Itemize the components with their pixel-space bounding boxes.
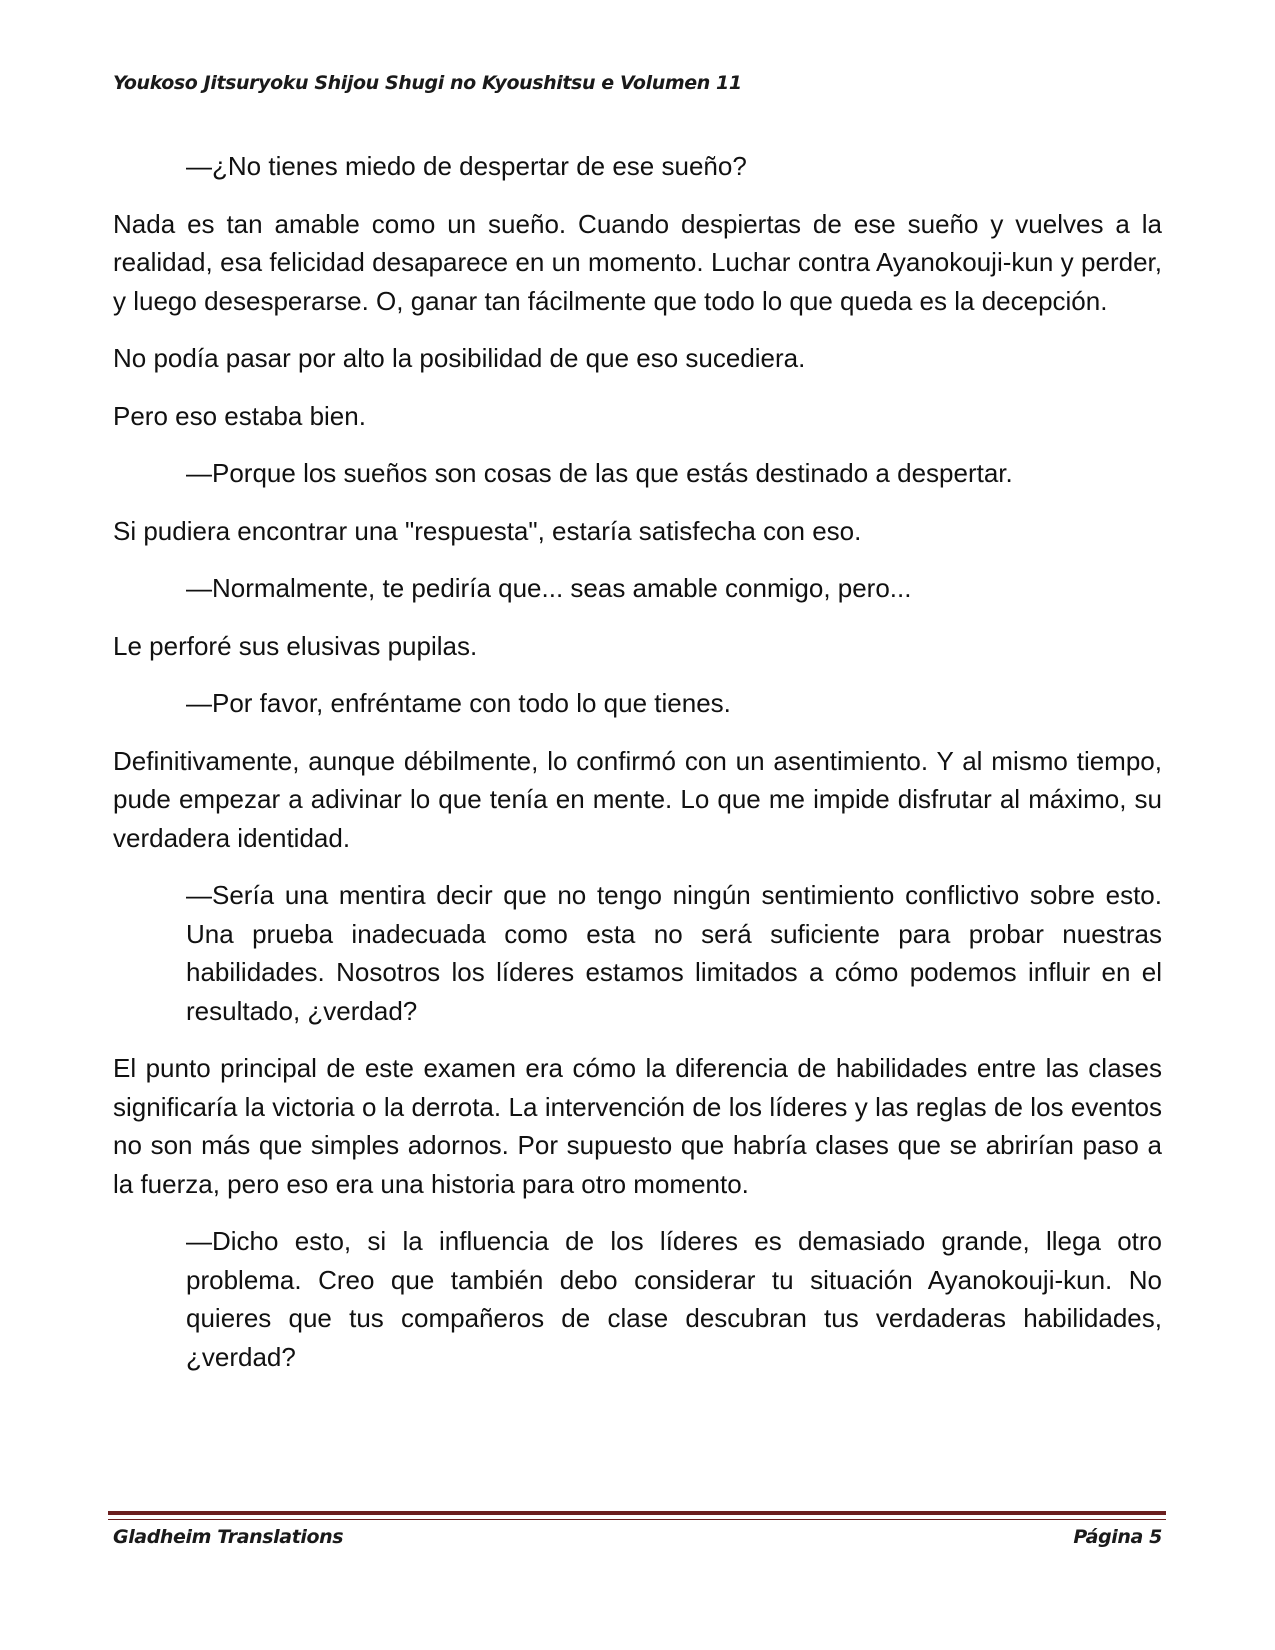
dialogue-paragraph: —Sería una mentira decir que no tengo ningún sentimiento conflictivo sobre esto. Una prueba inadecuada como esta no será suficiente para probar nuestras habilidades. Nosotros los líderes estamos limitados a cómo podemos influir en el resultado, ¿verdad? bbox=[186, 880, 1162, 1026]
dialogue-paragraph: —Por favor, enfréntame con todo lo que tienes. bbox=[186, 688, 731, 718]
dialogue-paragraph: —Dicho esto, si la influencia de los líderes es demasiado grande, llega otro problema. Creo que también debo considerar tu situación Ayanokouji-kun. No quieres que tus compañeros de clase descubran tus verdaderas habilidades, ¿verdad? bbox=[186, 1226, 1162, 1372]
dialogue-paragraph: —Porque los sueños son cosas de las que estás destinado a despertar. bbox=[186, 458, 1013, 488]
footer-translator: Gladheim Translations bbox=[113, 1526, 344, 1548]
narration-paragraph: Nada es tan amable como un sueño. Cuando despiertas de ese sueño y vuelves a la realidad, esa felicidad desaparece en un momento. Luchar contra Ayanokouji-kun y perder, y luego desesperarse. O, ganar tan fácilmente que todo lo que queda es la decepción. bbox=[113, 208, 1162, 316]
dialogue-paragraph: —Normalmente, te pediría que... seas amable conmigo, pero... bbox=[186, 573, 912, 603]
narration-paragraph: Si pudiera encontrar una "respuesta", estaría satisfecha con eso. bbox=[113, 515, 862, 546]
narration-paragraph: No podía pasar por alto la posibilidad de que eso sucediera. bbox=[113, 343, 806, 373]
narration-paragraph: Le perforé sus elusivas pupilas. bbox=[113, 630, 478, 661]
page-header-title: Youkoso Jitsuryoku Shijou Shugi no Kyoushitsu e Volumen 11 bbox=[113, 72, 742, 94]
narration-paragraph: Pero eso estaba bien. bbox=[113, 400, 366, 431]
dialogue-paragraph: —¿No tienes miedo de despertar de ese sueño? bbox=[186, 151, 747, 181]
narration-paragraph: El punto principal de este examen era cómo la diferencia de habilidades entre las clases significaría la victoria o la derrota. La intervención de los líderes y las reglas de los eventos no son más que simples adornos. Por supuesto que habría clases que se abrirían paso a la fuerza, pero eso era una historia para otro momento. bbox=[113, 1053, 1162, 1199]
page-body bbox=[113, 147, 1162, 1395]
narration-paragraph: Definitivamente, aunque débilmente, lo confirmó con un asentimiento. Y al mismo tiempo, pude empezar a adivinar lo que tenía en mente. Lo que me impide disfrutar al máximo, su verdadera identidad. bbox=[113, 745, 1162, 853]
footer-divider-thin bbox=[108, 1519, 1166, 1520]
footer-divider bbox=[108, 1511, 1166, 1515]
footer-page-number: Página 5 bbox=[1073, 1526, 1162, 1548]
